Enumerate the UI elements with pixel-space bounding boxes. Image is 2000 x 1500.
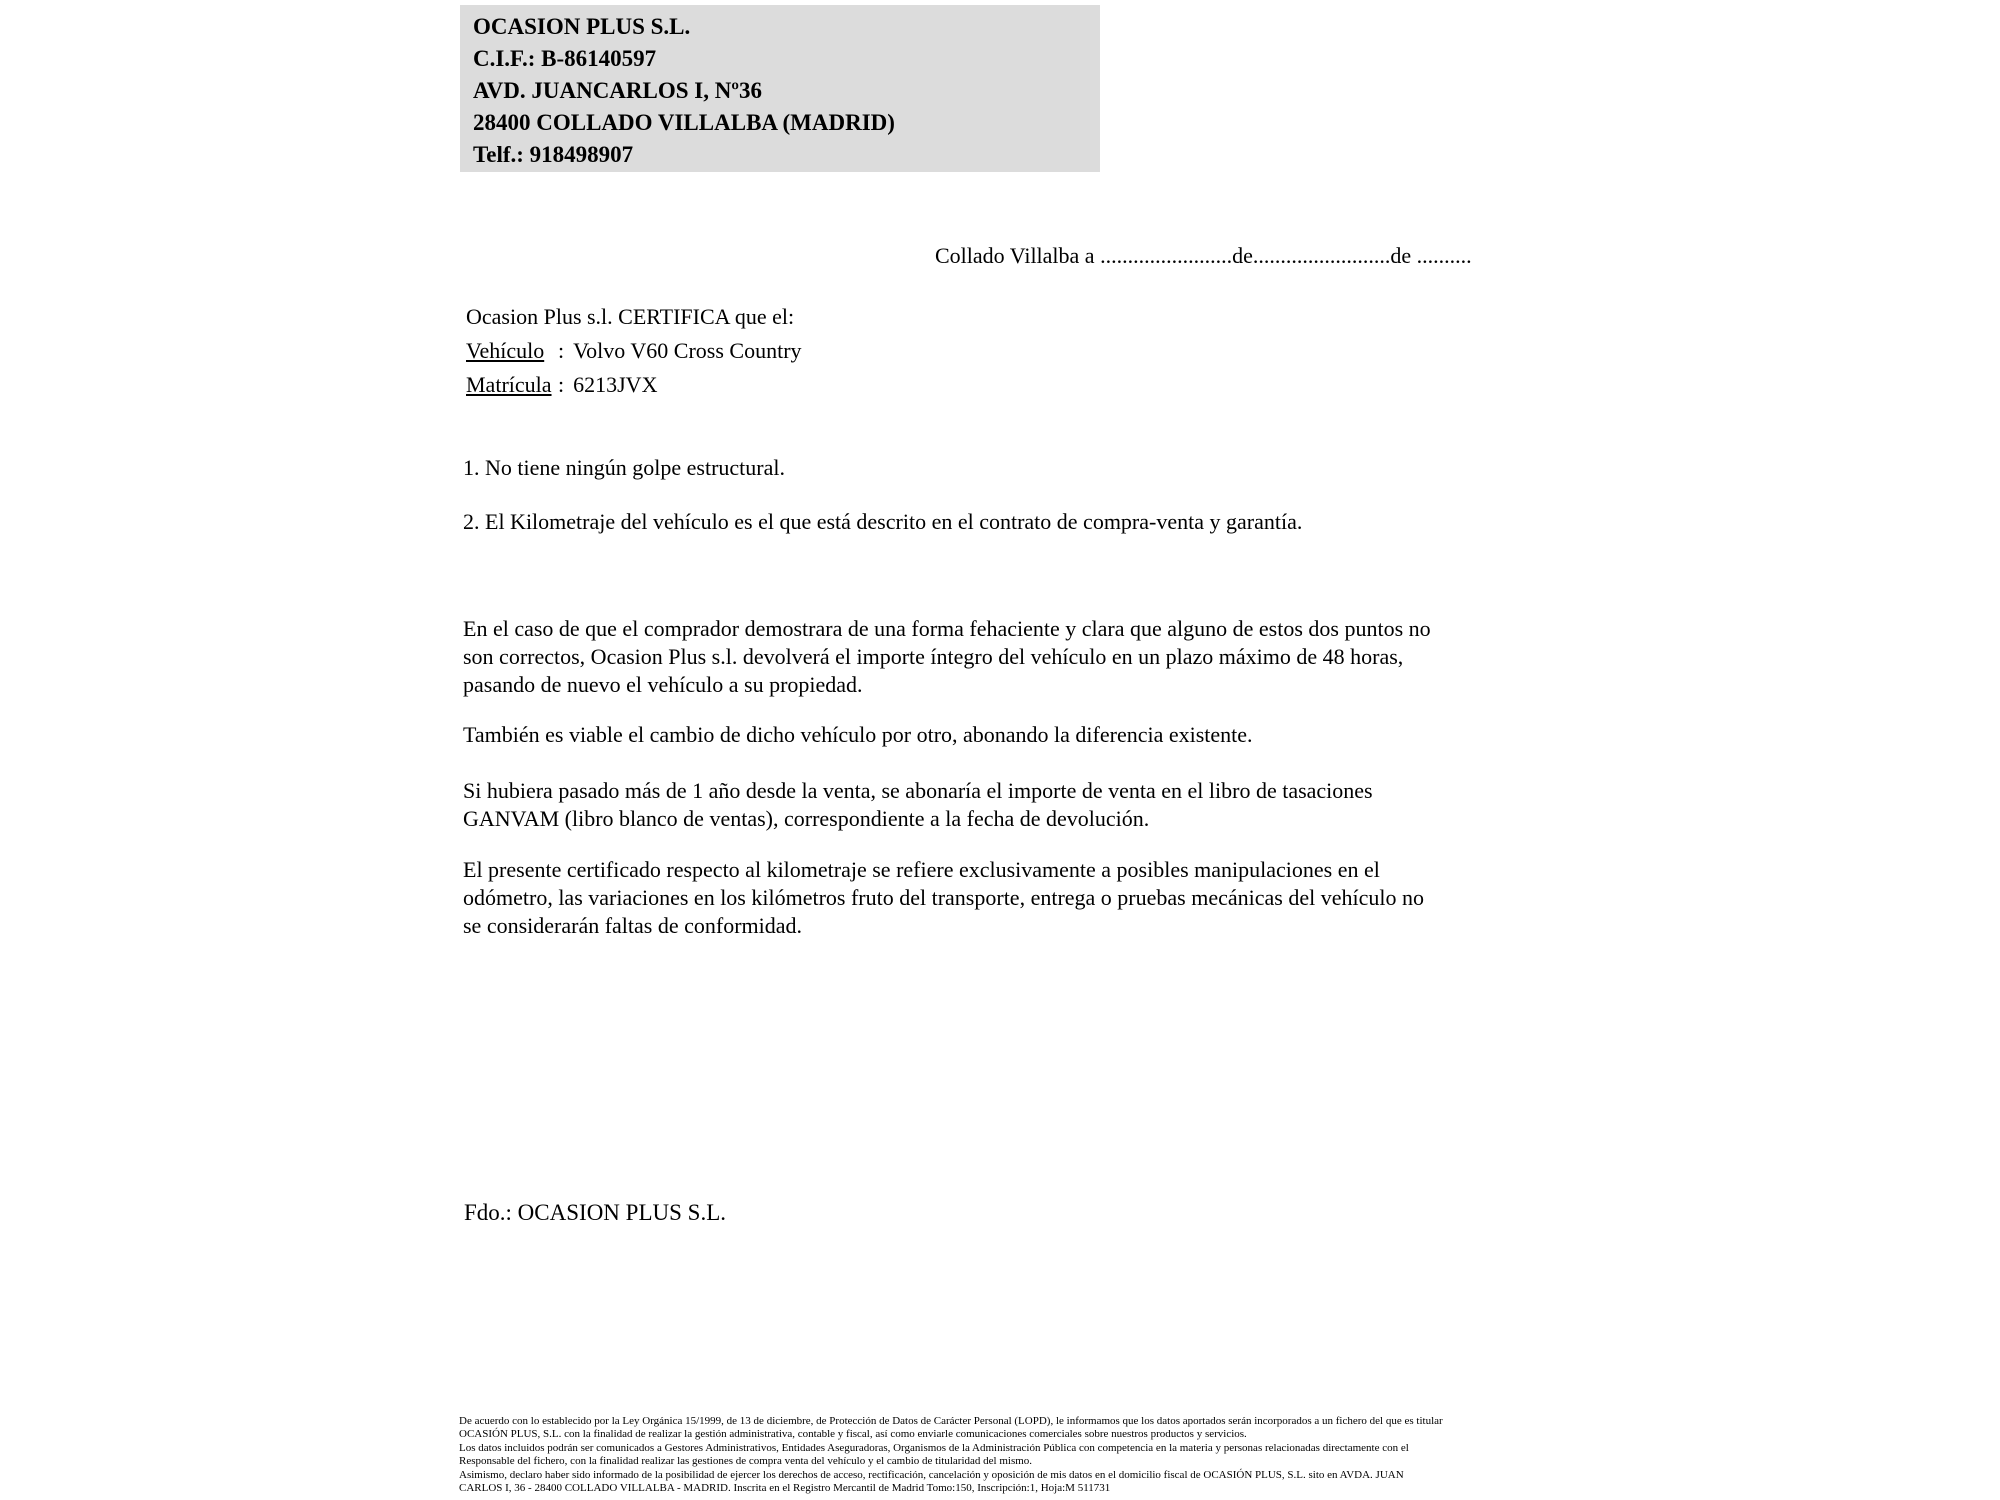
certify-intro: Ocasion Plus s.l. CERTIFICA que el: bbox=[466, 304, 795, 329]
paragraph-ganvam: Si hubiera pasado más de 1 año desde la venta, se abonaría el importe de venta en el libro de tasaciones GANVAM (libro blanco de ventas), correspondiente a la fecha de devolución. bbox=[463, 778, 1373, 831]
company-address: AVD. JUANCARLOS I, Nº36 bbox=[473, 78, 762, 103]
plate-value: 6213JVX bbox=[573, 372, 658, 397]
legal-footer-line: OCASIÓN PLUS, S.L. con la finalidad de realizar la gestión administrativa, contable y fiscal, así como enviarle comunicaciones comerciales sobre nuestros productos y servicios. bbox=[459, 1428, 1247, 1441]
company-header-box bbox=[460, 5, 1100, 172]
vehicle-colon: : bbox=[558, 338, 565, 363]
vehicle-label: Vehículo bbox=[466, 338, 545, 363]
legal-footer-line: Responsable del fichero, con la finalidad realizar las gestiones de compra venta del vehículo y el cambio de titularidad del mismo. bbox=[459, 1455, 1033, 1468]
signature-line: Fdo.: OCASION PLUS S.L. bbox=[464, 1200, 726, 1225]
legal-footer bbox=[459, 1415, 1443, 1495]
legal-footer-line: Los datos incluidos podrán ser comunicados a Gestores Administrativos, Entidades Aseguradoras, Organismos de la Administración Pública con competencia en la materia y personas relacionadas directamente con el bbox=[459, 1441, 1409, 1454]
legal-footer-line: CARLOS I, 36 - 28400 COLLADO VILLALBA - MADRID. Inscrita en el Registro Mercantil de Madrid Tomo:150, Inscripción:1, Hoja:M 511731 bbox=[459, 1482, 1111, 1495]
certification-block bbox=[466, 300, 802, 402]
company-cif: C.I.F.: B-86140597 bbox=[473, 46, 657, 71]
plate-colon: : bbox=[558, 372, 565, 397]
date-line: Collado Villalba a ........................de.........................de .......... bbox=[935, 243, 1472, 268]
point-2: 2. El Kilometraje del vehículo es el que está descrito en el contrato de compra-venta y garantía. bbox=[463, 509, 1303, 534]
plate-label: Matrícula bbox=[466, 372, 552, 397]
legal-footer-line: De acuerdo con lo establecido por la Ley Orgánica 15/1999, de 13 de diciembre, de Protección de Datos de Carácter Personal (LOPD), le informamos que los datos aportados serán incorporados a un fichero del que es titular bbox=[459, 1415, 1443, 1427]
company-city: 28400 COLLADO VILLALBA (MADRID) bbox=[473, 110, 895, 135]
vehicle-field bbox=[466, 334, 802, 368]
plate-field bbox=[466, 368, 802, 402]
company-phone: Telf.: 918498907 bbox=[473, 142, 634, 167]
paragraph-refund: En el caso de que el comprador demostrara de una forma fehaciente y clara que alguno de estos dos puntos no son correctos, Ocasion Plus s.l. devolverá el importe íntegro del vehículo en un plazo máximo de 48 horas, pasando de nuevo el vehículo a su propiedad. bbox=[463, 616, 1431, 697]
paragraph-exchange: También es viable el cambio de dicho vehículo por otro, abonando la diferencia existente. bbox=[463, 722, 1253, 747]
point-1: 1. No tiene ningún golpe estructural. bbox=[463, 455, 785, 480]
paragraph-odometer: El presente certificado respecto al kilometraje se refiere exclusivamente a posibles manipulaciones en el odómetro, las variaciones en los kilómetros fruto del transporte, entrega o pruebas mecánicas del vehículo no se considerarán faltas de conformidad. bbox=[463, 857, 1424, 938]
company-name: OCASION PLUS S.L. bbox=[473, 14, 691, 39]
vehicle-value: Volvo V60 Cross Country bbox=[573, 338, 802, 363]
legal-footer-line: Asimismo, declaro haber sido informado de la posibilidad de ejercer los derechos de acceso, rectificación, cancelación y oposición de mis datos en el domicilio fiscal de OCASIÓN PLUS, S.L. sito en AVDA. JUAN bbox=[459, 1468, 1404, 1481]
